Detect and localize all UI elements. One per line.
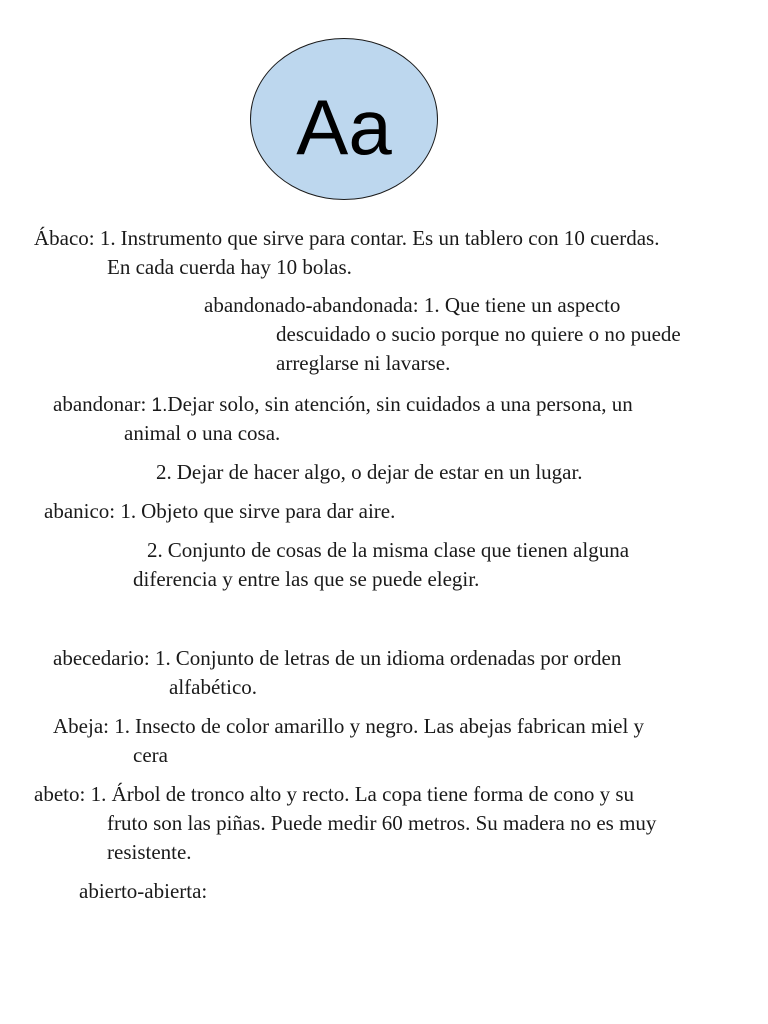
entry-definition-cont: descuidado o sucio porque no quiere o no puede: [276, 322, 681, 346]
entry-term: abecedario:: [53, 646, 150, 670]
entry-abanico: [44, 497, 395, 526]
entry-definition-cont: animal o una cosa.: [124, 421, 281, 445]
entry-number: 2.: [147, 538, 163, 562]
entry-definition: Árbol de tronco alto y recto. La copa tiene forma de cono y su: [111, 782, 635, 806]
entry-abeja-continuation: [133, 741, 168, 770]
entry-abeto-continuation: [107, 809, 656, 838]
entry-abeja: [53, 712, 644, 741]
entry-number: 1.: [114, 714, 130, 738]
entry-abecedario: [53, 644, 621, 673]
entry-term: abandonado-abandonada:: [204, 293, 419, 317]
entry-term: Ábaco:: [34, 226, 95, 250]
entry-term: abeto:: [34, 782, 86, 806]
entry-definition: Instrumento que sirve para contar. Es un tablero con 10 cuerdas.: [120, 226, 660, 250]
entry-abaco: [34, 224, 659, 253]
entry-abandonado-continuation-2: [276, 349, 450, 378]
entry-definition: Conjunto de cosas de la misma clase que tienen alguna: [167, 538, 630, 562]
entry-definition: Objeto que sirve para dar aire.: [141, 499, 396, 523]
entry-term: abanico:: [44, 499, 116, 523]
entry-abanico-sense-2-continuation: [133, 565, 479, 594]
entry-abandonar: [53, 390, 633, 420]
entry-definition-cont: diferencia y entre las que se puede elegir.: [133, 567, 480, 591]
entry-term: abandonar:: [53, 392, 147, 416]
entry-number: 1.: [90, 782, 107, 806]
entry-definition-cont: En cada cuerda hay 10 bolas.: [107, 255, 352, 279]
entry-number: 1.: [99, 226, 116, 250]
entry-definition: Dejar de hacer algo, o dejar de estar en un lugar.: [176, 460, 583, 484]
entry-abandonado: [204, 291, 620, 320]
entry-definition: Dejar solo, sin atención, sin cuidados a una persona, un: [167, 392, 633, 416]
entry-abecedario-continuation: [169, 673, 257, 702]
entry-abeto: [34, 780, 634, 809]
entry-definition-cont: fruto son las piñas. Puede medir 60 metros. Su madera no es muy: [107, 811, 657, 835]
entry-term: abierto-abierta:: [79, 879, 208, 903]
entry-number: 2.: [156, 460, 172, 484]
entry-abanico-sense-2: [147, 536, 629, 565]
entry-definition: Que tiene un aspecto: [444, 293, 621, 317]
entry-abandonar-sense-2: [156, 458, 583, 487]
letter-badge-text: Aa: [296, 83, 392, 171]
entry-abandonar-continuation: [124, 419, 280, 448]
entry-definition-cont: cera: [133, 743, 168, 767]
entry-abandonado-continuation: [276, 320, 681, 349]
entry-definition: Conjunto de letras de un idioma ordenadas por orden: [175, 646, 622, 670]
entry-number: 1.: [151, 395, 168, 416]
entry-number: 1.: [120, 499, 137, 523]
entry-definition-cont: alfabético.: [169, 675, 258, 699]
entry-definition-cont: resistente.: [107, 840, 192, 864]
entry-number: 1.: [155, 646, 171, 670]
entry-definition: Insecto de color amarillo y negro. Las abejas fabrican miel y: [134, 714, 645, 738]
entry-term: Abeja:: [53, 714, 109, 738]
letter-badge: [250, 38, 438, 200]
entry-number: 1.: [423, 293, 440, 317]
entry-abaco-continuation: [107, 253, 352, 282]
entry-abeto-continuation-2: [107, 838, 192, 867]
entry-abierto: [79, 877, 207, 906]
entry-definition-cont: arreglarse ni lavarse.: [276, 351, 451, 375]
